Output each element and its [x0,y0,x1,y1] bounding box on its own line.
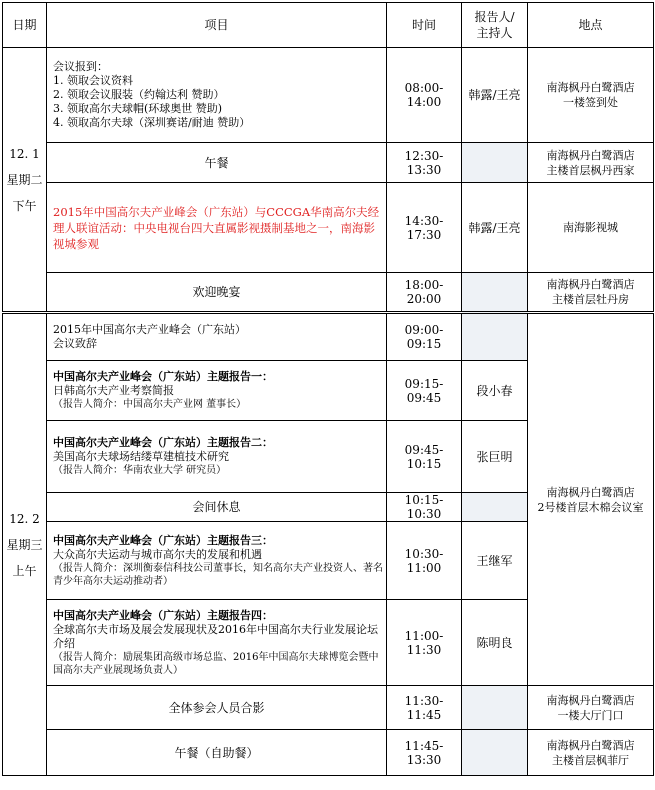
item-title: 午餐（自助餐） [47,730,387,776]
time-cell: 12:30-13:30 [387,143,462,183]
item-title: 午餐 [47,143,387,183]
location-line: 南海枫丹白鹭酒店 [546,485,635,499]
day2-date: 12. 2 [9,511,40,526]
report-item [47,421,387,493]
report-item [47,600,387,686]
time-cell: 10:30-11:00 [387,522,462,600]
day2-row-photo [3,686,654,730]
list-item: 4. 领取高尔夫球（深圳赛诺/耐迪 赞助） [53,116,251,129]
day2-period: 上午 [12,563,37,578]
host-cell: 韩露/王亮 [462,183,528,273]
time-cell: 11:00-11:30 [387,600,462,686]
report-subtitle: 大众高尔夫运动与城市高尔夫的发展和机遇 [53,547,262,561]
list-item: 2015年中国高尔夫产业峰会（广东站） [53,323,246,336]
item-title: 全体参会人员合影 [47,686,387,730]
day1-period: 下午 [12,198,37,213]
host-cell: 王继军 [462,522,528,600]
host-cell [462,313,528,361]
day1-date: 12. 1 [9,146,40,161]
host-cell [462,143,528,183]
location-line: 南海枫丹白鹭酒店 [546,693,635,707]
item-title: 欢迎晚宴 [47,273,387,313]
day2-row-lunch [3,730,654,776]
main-location-cell [528,313,654,686]
report-intro: （报告人简介：中国高尔夫产业网 董事长） [53,399,247,410]
location-line: 南海影视城 [563,221,618,234]
report-intro: （报告人简介：深圳衡泰信科技公司董事长，知名高尔夫产业投资人、著名青少年高尔夫运动推动者） [53,562,383,587]
time-cell: 08:00-14:00 [387,48,462,143]
location-cell [528,273,654,313]
day1-row-banquet [3,273,654,313]
location-line: 一楼签到处 [563,96,618,109]
time-cell: 09:00-09:15 [387,313,462,361]
day2-row-opening [3,313,654,361]
time-cell: 09:15-09:45 [387,361,462,421]
host-cell [462,730,528,776]
report-item [47,361,387,421]
header-host [462,3,528,48]
header-time: 时间 [387,3,462,48]
schedule-table [2,2,654,776]
report-subtitle: 日韩高尔夫产业考察简报 [53,384,174,397]
location-line: 南海枫丹白鹭酒店 [546,278,635,291]
report-heading: 中国高尔夫产业峰会（广东站）主题报告二： [53,436,273,449]
list-item: 3. 领取高尔夫球帽(环球奥世 赞助) [53,102,223,115]
list-item: 1. 领取会议资料 [53,74,133,87]
host-cell: 张巨明 [462,421,528,493]
location-cell [528,730,654,776]
host-cell [462,493,528,522]
host-cell [462,686,528,730]
location-line: 2号楼首层木棉会议室 [537,500,644,514]
report-heading: 中国高尔夫产业峰会（广东站）主题报告一： [53,370,273,383]
header-row [3,3,654,48]
report-intro: （报告人简介：励展集团高级市场总监、2016年中国高尔夫球博览会暨中国高尔夫产业展现场负责人） [53,651,379,676]
header-date: 日期 [3,3,47,48]
location-line: 主楼首层牡丹房 [552,293,629,306]
time-cell: 10:15-10:30 [387,493,462,522]
day1-row-tour [3,183,654,273]
host-cell: 段小春 [462,361,528,421]
location-line: 南海枫丹白鹭酒店 [546,738,635,752]
host-cell [462,273,528,313]
host-cell: 陈明良 [462,600,528,686]
time-cell: 14:30-17:30 [387,183,462,273]
time-cell: 11:30-11:45 [387,686,462,730]
location-line: 一楼大厅门口 [557,708,624,722]
list-item: 会议致辞 [53,337,97,350]
day2-weekday: 星期三 [6,537,43,552]
location-line: 主楼首层枫菲厅 [552,753,629,767]
header-host-text: 报告人/主持人 [474,10,515,40]
location-cell [528,143,654,183]
item-title: 会间休息 [47,493,387,522]
report-heading: 中国高尔夫产业峰会（广东站）主题报告四： [53,608,273,622]
location-line: 主楼首层枫丹西家 [546,163,635,177]
day1-registration-item [47,48,387,143]
report-intro: （报告人简介：华南农业大学 研究员） [53,465,227,476]
header-location: 地点 [528,3,654,48]
report-heading: 中国高尔夫产业峰会（广东站）主题报告三： [53,533,273,547]
location-cell [528,686,654,730]
opening-item [47,313,387,361]
day2-date-cell [3,313,47,776]
location-cell [528,48,654,143]
tour-description: 2015年中国高尔夫产业峰会（广东站）与CCCGA华南高尔夫经理人联谊活动：中央电视台四大直属影视摄制基地之一，南海影视城参观 [47,183,387,273]
list-item: 会议报到： [53,60,108,73]
host-cell: 韩露/王亮 [462,48,528,143]
header-item: 项目 [47,3,387,48]
time-cell: 18:00-20:00 [387,273,462,313]
day1-row-lunch [3,143,654,183]
report-subtitle: 全球高尔夫市场及展会发展现状及2016年中国高尔夫行业发展论坛介绍 [53,622,378,650]
day1-date-cell [3,48,47,313]
day1-weekday: 星期二 [6,172,43,187]
report-item [47,522,387,600]
location-line: 南海枫丹白鹭酒店 [546,81,635,94]
time-cell: 09:45-10:15 [387,421,462,493]
report-subtitle: 美国高尔夫球场结缕草建植技术研究 [53,450,229,463]
list-item: 2. 领取会议服装（约翰达利 赞助） [53,88,225,101]
location-line: 南海枫丹白鹭酒店 [546,148,635,162]
location-cell [528,183,654,273]
time-cell: 11:45-13:30 [387,730,462,776]
day1-row-registration [3,48,654,143]
